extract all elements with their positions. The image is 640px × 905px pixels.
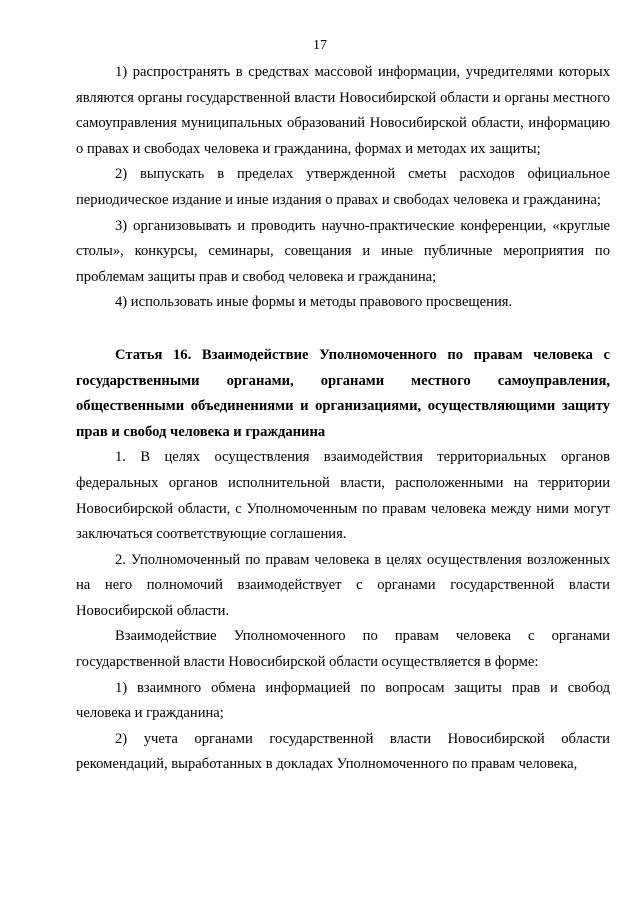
paragraph: 1) взаимного обмена информацией по вопросам защиты прав и свобод человека и гражданина; [76, 679, 610, 722]
paragraph: 4) использовать иные формы и методы правового просвещения. [115, 294, 513, 311]
section-spacer [76, 316, 610, 343]
document-body [76, 60, 610, 778]
page-number: 17 [313, 38, 327, 53]
paragraph: 1. В целях осуществления взаимодействия территориальных органов федеральных органов исполнительной власти, расположенными на территории Новосибирской области, с Уполномоченным по правам человека между ними могут заключаться соответствующие соглашения. [76, 449, 610, 543]
paragraph: 1) распространять в средствах массовой информации, учредителями которых являются органы государственной власти Новосибирской области и органы местного самоуправления муниципальных образований Новосибирской области, информацию о правах и свободах человека и гражданина, формах и методах их защиты; [76, 64, 610, 157]
article-heading: Статья 16. Взаимодействие Уполномоченного по правам человека с государственными органами, органами местного самоуправления, общественными объединениями и организациями, осуществляющими защиту прав и свобод человека и гражданина [76, 346, 610, 440]
paragraph: 2. Уполномоченный по правам человека в целях осуществления возложенных на него полномочий взаимодействует с органами государственной власти Новосибирской области. [76, 551, 610, 619]
paragraph: 2) выпускать в пределах утвержденной сметы расходов официальное периодическое издание и иные издания о правах и свободах человека и гражданина; [76, 166, 610, 208]
paragraph: Взаимодействие Уполномоченного по правам человека с органами государственной власти Новосибирской области осуществляется в форме: [76, 628, 610, 671]
paragraph: 3) организовывать и проводить научно-практические конференции, «круглые столы», конкурсы, семинары, совещания и иные публичные мероприятия по проблемам защиты прав и свобод человека и гражданина; [76, 217, 610, 285]
paragraph: 2) учета органами государственной власти Новосибирской области рекомендаций, выработанных в докладах Уполномоченного по правам человека, [76, 730, 610, 773]
